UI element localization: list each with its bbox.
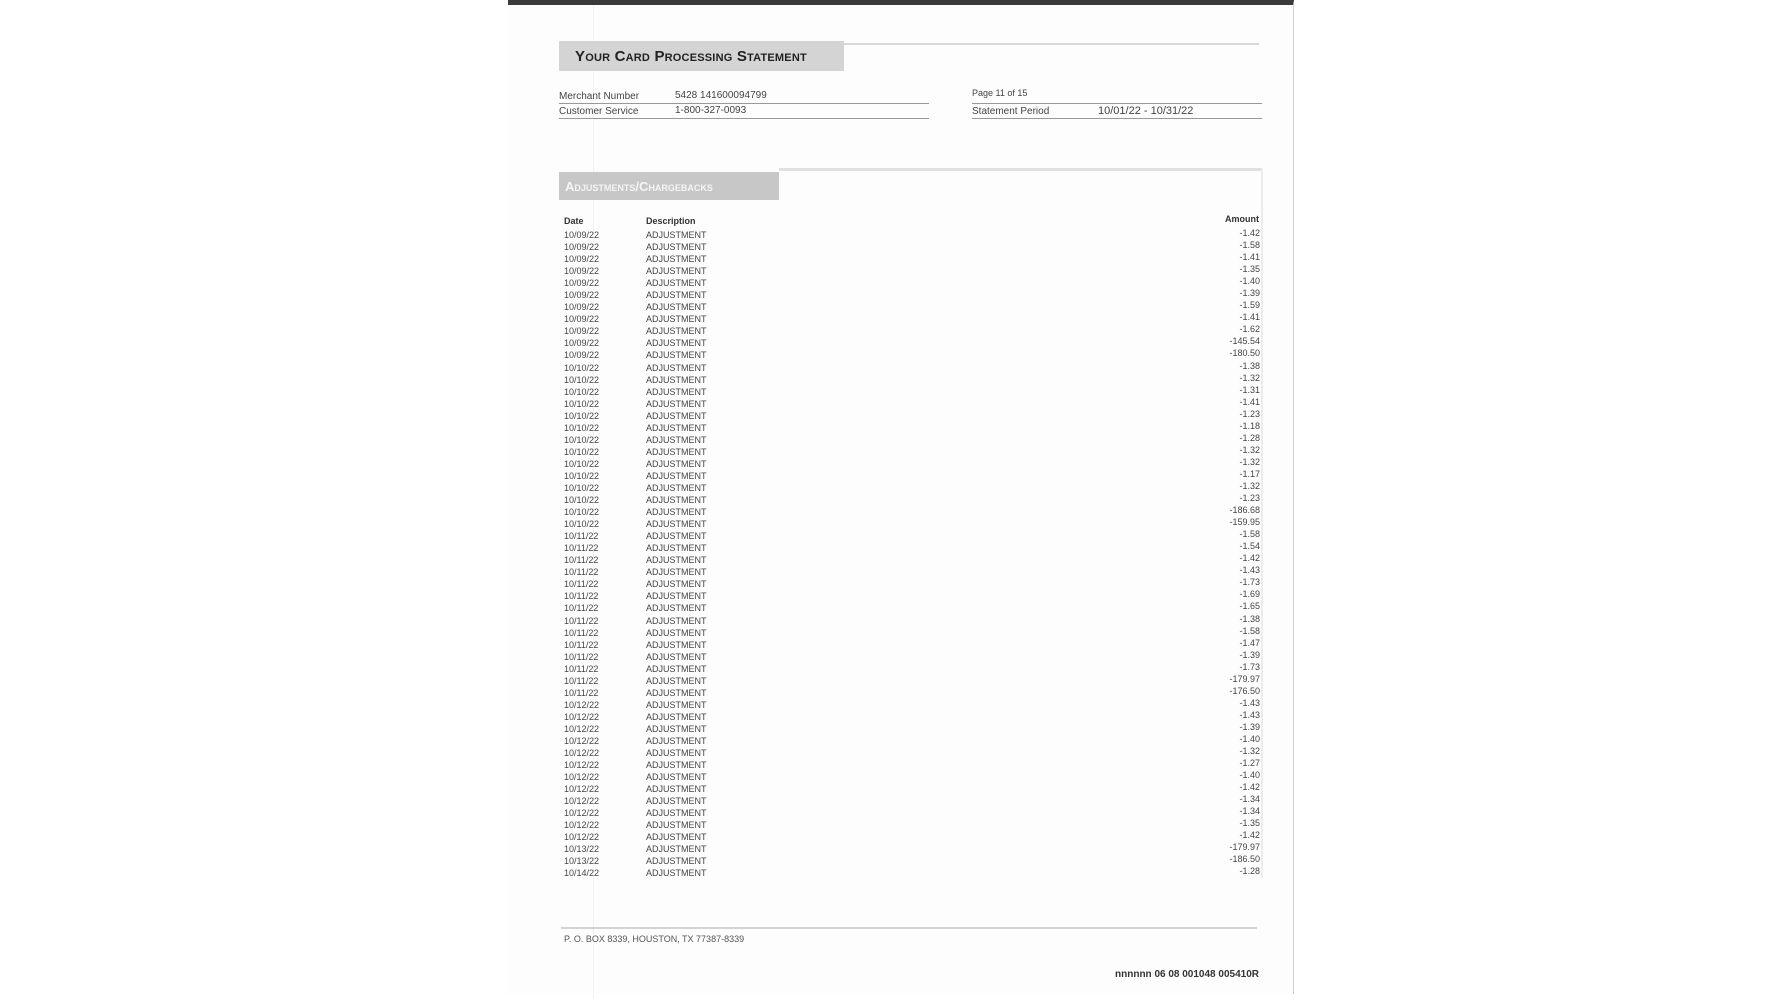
row-date: 10/12/22 (564, 808, 600, 819)
table-row (564, 302, 1260, 314)
statement-period-label: Statement Period (972, 106, 1050, 117)
row-description: ADJUSTMENT (646, 651, 707, 662)
row-description: ADJUSTMENT (646, 386, 707, 397)
row-amount: -1.42 (1239, 228, 1260, 238)
table-row (564, 456, 1260, 471)
table-row (564, 468, 1260, 483)
row-description: ADJUSTMENT (646, 832, 707, 843)
table-row (564, 832, 1260, 844)
table-row (564, 432, 1260, 447)
row-amount: -1.23 (1239, 493, 1260, 504)
row-date: 10/12/22 (564, 711, 600, 722)
row-description: ADJUSTMENT (646, 470, 707, 481)
table-row (564, 808, 1260, 820)
row-date: 10/09/22 (564, 230, 600, 240)
row-amount: -1.28 (1239, 866, 1260, 877)
row-amount: -1.42 (1239, 830, 1260, 841)
row-amount: -179.97 (1229, 842, 1260, 853)
row-description: ADJUSTMENT (646, 856, 707, 867)
row-date: 10/11/22 (564, 627, 599, 638)
row-amount: -1.32 (1239, 444, 1260, 455)
table-row (564, 733, 1260, 748)
section-divider (779, 168, 1263, 171)
row-description: ADJUSTMENT (646, 784, 707, 795)
row-amount: -159.95 (1229, 517, 1260, 528)
table-row (564, 625, 1260, 640)
section-right-border (1261, 168, 1263, 878)
row-description: ADJUSTMENT (646, 772, 707, 783)
table-row (564, 721, 1260, 736)
row-description: ADJUSTMENT (646, 507, 707, 518)
row-description: ADJUSTMENT (646, 796, 707, 807)
row-date: 10/12/22 (564, 832, 600, 843)
row-date: 10/10/22 (564, 482, 600, 493)
row-amount: -1.38 (1239, 613, 1260, 624)
table-row (564, 278, 1260, 290)
row-date: 10/10/22 (564, 410, 600, 421)
row-date: 10/10/22 (564, 434, 600, 445)
row-description: ADJUSTMENT (646, 398, 707, 409)
row-amount: -1.42 (1239, 553, 1260, 564)
row-amount: -1.32 (1239, 372, 1260, 383)
row-description: ADJUSTMENT (646, 567, 707, 578)
row-date: 10/11/22 (564, 603, 599, 614)
row-amount: -1.47 (1239, 637, 1260, 648)
row-description: ADJUSTMENT (646, 531, 707, 542)
row-description: ADJUSTMENT (646, 543, 707, 554)
table-row (564, 748, 1260, 760)
row-description: ADJUSTMENT (646, 711, 707, 722)
table-row (564, 350, 1260, 362)
row-date: 10/13/22 (564, 844, 600, 855)
row-description: ADJUSTMENT (646, 242, 707, 253)
row-description: ADJUSTMENT (646, 820, 707, 831)
row-amount: -1.43 (1239, 565, 1260, 576)
row-amount: -1.40 (1239, 733, 1260, 744)
row-description: ADJUSTMENT (646, 254, 707, 265)
row-date: 10/12/22 (564, 699, 600, 710)
row-description: ADJUSTMENT (646, 639, 707, 650)
row-description: ADJUSTMENT (646, 723, 707, 734)
column-header-description: Description (646, 216, 696, 226)
row-amount: -176.50 (1229, 685, 1260, 696)
statement-period-value: 10/01/22 - 10/31/22 (1098, 105, 1194, 117)
row-amount: -1.39 (1239, 288, 1260, 299)
row-date: 10/11/22 (564, 651, 599, 662)
table-row (564, 868, 1260, 880)
row-amount: -1.17 (1239, 468, 1260, 479)
row-amount: -1.73 (1239, 661, 1260, 672)
row-description: ADJUSTMENT (646, 591, 707, 602)
row-description: ADJUSTMENT (646, 482, 707, 493)
row-amount: -1.73 (1239, 577, 1260, 588)
customer-row-divider (559, 118, 929, 119)
table-row (564, 555, 1260, 567)
row-description: ADJUSTMENT (646, 615, 707, 626)
table-row (564, 697, 1260, 712)
row-date: 10/09/22 (564, 278, 600, 289)
table-row (564, 844, 1260, 856)
row-amount: -1.40 (1239, 770, 1260, 781)
table-row (564, 709, 1260, 724)
row-description: ADJUSTMENT (646, 362, 707, 373)
table-row (564, 772, 1260, 784)
table-row (564, 567, 1260, 579)
row-amount: -1.59 (1239, 300, 1260, 311)
merchant-row-divider (559, 103, 929, 104)
row-amount: -1.39 (1239, 649, 1260, 660)
row-description: ADJUSTMENT (646, 519, 707, 530)
row-amount: -1.32 (1239, 456, 1260, 467)
row-date: 10/11/22 (564, 675, 599, 686)
row-amount: -1.69 (1239, 589, 1260, 600)
row-amount: -186.68 (1229, 505, 1260, 516)
row-date: 10/09/22 (564, 266, 600, 277)
table-row (564, 579, 1260, 591)
row-description: ADJUSTMENT (646, 458, 707, 469)
row-date: 10/10/22 (564, 495, 600, 506)
row-date: 10/12/22 (564, 723, 600, 734)
statement-page (508, 0, 1294, 994)
row-amount: -1.40 (1239, 276, 1260, 287)
table-row (564, 784, 1260, 796)
row-description: ADJUSTMENT (646, 735, 707, 746)
row-date: 10/11/22 (564, 687, 599, 698)
row-amount: -1.35 (1239, 818, 1260, 829)
row-description: ADJUSTMENT (646, 555, 707, 566)
page-number: Page 11 of 15 (972, 88, 1028, 98)
table-row (564, 685, 1260, 700)
table-row (564, 796, 1260, 808)
table-row (564, 230, 1260, 242)
row-date: 10/09/22 (564, 326, 600, 337)
row-date: 10/12/22 (564, 796, 600, 807)
row-amount: -1.35 (1239, 264, 1260, 275)
row-description: ADJUSTMENT (646, 687, 707, 698)
column-header-date: Date (564, 216, 584, 226)
customer-service-value: 1-800-327-0093 (675, 105, 747, 116)
row-amount: -1.58 (1239, 240, 1260, 251)
row-date: 10/10/22 (564, 386, 600, 397)
row-date: 10/11/22 (564, 543, 599, 554)
row-description: ADJUSTMENT (646, 603, 707, 614)
row-amount: -1.28 (1239, 432, 1260, 443)
row-date: 10/09/22 (564, 314, 600, 325)
table-row (564, 613, 1260, 628)
row-amount: -1.41 (1239, 252, 1260, 263)
row-amount: -1.23 (1239, 408, 1260, 419)
row-date: 10/11/22 (564, 639, 599, 650)
row-amount: -1.62 (1239, 324, 1260, 335)
table-row (564, 649, 1260, 664)
row-amount: -1.34 (1239, 806, 1260, 817)
row-date: 10/09/22 (564, 338, 600, 349)
row-description: ADJUSTMENT (646, 338, 707, 349)
row-description: ADJUSTMENT (646, 675, 707, 686)
row-date: 10/10/22 (564, 446, 600, 457)
row-description: ADJUSTMENT (646, 302, 707, 313)
row-date: 10/10/22 (564, 507, 600, 518)
row-description: ADJUSTMENT (646, 434, 707, 445)
row-date: 10/11/22 (564, 591, 599, 602)
row-date: 10/11/22 (564, 579, 599, 590)
section-title: Adjustments/Chargebacks (559, 172, 779, 200)
row-description: ADJUSTMENT (646, 230, 707, 240)
row-amount: -1.43 (1239, 697, 1260, 708)
row-amount: -1.43 (1239, 709, 1260, 720)
table-row (564, 673, 1260, 688)
row-amount: -1.38 (1239, 360, 1260, 371)
row-description: ADJUSTMENT (646, 314, 707, 325)
adjustments-table (564, 230, 1260, 881)
row-date: 10/10/22 (564, 398, 600, 409)
row-date: 10/10/22 (564, 422, 600, 433)
row-date: 10/09/22 (564, 254, 600, 265)
row-description: ADJUSTMENT (646, 748, 707, 759)
table-row (564, 820, 1260, 832)
table-row (564, 531, 1260, 543)
row-amount: -1.18 (1239, 420, 1260, 431)
row-date: 10/12/22 (564, 772, 600, 783)
customer-service-label: Customer Service (559, 106, 639, 117)
row-date: 10/09/22 (564, 290, 600, 301)
table-row (564, 290, 1260, 302)
column-header-amount: Amount (1225, 214, 1259, 224)
table-row (564, 326, 1260, 338)
row-date: 10/10/22 (564, 470, 600, 481)
table-row (564, 314, 1260, 326)
row-description: ADJUSTMENT (646, 627, 707, 638)
table-row (564, 408, 1260, 423)
row-amount: -1.34 (1239, 794, 1260, 805)
row-amount: -1.39 (1239, 721, 1260, 732)
row-amount: -1.58 (1239, 529, 1260, 540)
table-row (564, 444, 1260, 459)
table-row (564, 507, 1260, 519)
row-date: 10/14/22 (564, 868, 600, 879)
row-date: 10/11/22 (564, 615, 599, 626)
row-description: ADJUSTMENT (646, 410, 707, 421)
table-row (564, 480, 1260, 495)
statement-title: Your Card Processing Statement (559, 41, 844, 71)
row-description: ADJUSTMENT (646, 844, 707, 855)
row-amount: -1.31 (1239, 384, 1260, 395)
footer-address: P. O. BOX 8339, HOUSTON, TX 77387-8339 (564, 934, 745, 944)
row-amount: -180.50 (1229, 348, 1260, 359)
row-amount: -1.54 (1239, 541, 1260, 552)
table-row (564, 661, 1260, 676)
table-row (564, 384, 1260, 399)
row-amount: -1.32 (1239, 746, 1260, 757)
table-row (564, 396, 1260, 411)
row-description: ADJUSTMENT (646, 326, 707, 337)
row-amount: -1.58 (1239, 625, 1260, 636)
row-date: 10/10/22 (564, 374, 600, 385)
row-amount: -1.27 (1239, 758, 1260, 769)
row-date: 10/09/22 (564, 350, 600, 361)
table-row (564, 420, 1260, 435)
row-description: ADJUSTMENT (646, 266, 707, 277)
row-description: ADJUSTMENT (646, 579, 707, 590)
row-amount: -145.54 (1229, 336, 1260, 347)
row-amount: -186.50 (1229, 854, 1260, 865)
table-row (564, 637, 1260, 652)
row-description: ADJUSTMENT (646, 808, 707, 819)
row-amount: -1.65 (1239, 601, 1260, 612)
row-date: 10/11/22 (564, 663, 599, 674)
table-row (564, 254, 1260, 266)
table-row (564, 242, 1260, 254)
row-date: 10/12/22 (564, 760, 600, 771)
table-row (564, 495, 1260, 507)
table-row (564, 519, 1260, 531)
table-row (564, 543, 1260, 555)
row-description: ADJUSTMENT (646, 495, 707, 506)
table-row (564, 856, 1260, 868)
row-amount: -179.97 (1229, 673, 1260, 684)
table-row (564, 266, 1260, 278)
row-date: 10/12/22 (564, 748, 600, 759)
row-amount: -1.41 (1239, 312, 1260, 323)
period-row-divider (972, 118, 1262, 119)
footer-divider (561, 927, 1257, 929)
row-description: ADJUSTMENT (646, 760, 707, 771)
table-row (564, 603, 1260, 615)
page-row-divider (972, 103, 1262, 104)
row-description: ADJUSTMENT (646, 663, 707, 674)
row-amount: -1.41 (1239, 396, 1260, 407)
row-date: 10/12/22 (564, 820, 600, 831)
row-description: ADJUSTMENT (646, 278, 707, 289)
row-date: 10/11/22 (564, 555, 599, 566)
table-row (564, 360, 1260, 375)
row-date: 10/12/22 (564, 784, 600, 795)
title-divider (844, 43, 1259, 45)
row-date: 10/10/22 (564, 519, 600, 530)
row-date: 10/10/22 (564, 362, 600, 373)
row-description: ADJUSTMENT (646, 374, 707, 385)
merchant-number-label: Merchant Number (559, 91, 640, 102)
row-description: ADJUSTMENT (646, 350, 707, 361)
table-row (564, 372, 1260, 387)
row-date: 10/11/22 (564, 531, 599, 542)
row-description: ADJUSTMENT (646, 422, 707, 433)
row-description: ADJUSTMENT (646, 446, 707, 457)
row-date: 10/09/22 (564, 302, 600, 313)
table-row (564, 591, 1260, 603)
row-date: 10/11/22 (564, 567, 599, 578)
merchant-number-value: 5428 141600094799 (675, 90, 767, 101)
row-amount: -1.32 (1239, 480, 1260, 491)
row-date: 10/09/22 (564, 242, 600, 253)
row-date: 10/12/22 (564, 735, 600, 746)
row-date: 10/10/22 (564, 458, 600, 469)
row-description: ADJUSTMENT (646, 699, 707, 710)
row-amount: -1.42 (1239, 782, 1260, 793)
row-date: 10/13/22 (564, 856, 600, 867)
table-row (564, 338, 1260, 350)
footer-document-code: nnnnnn 06 08 001048 005410R (1115, 969, 1259, 980)
table-row (564, 760, 1260, 772)
row-description: ADJUSTMENT (646, 868, 707, 879)
row-description: ADJUSTMENT (646, 290, 707, 301)
